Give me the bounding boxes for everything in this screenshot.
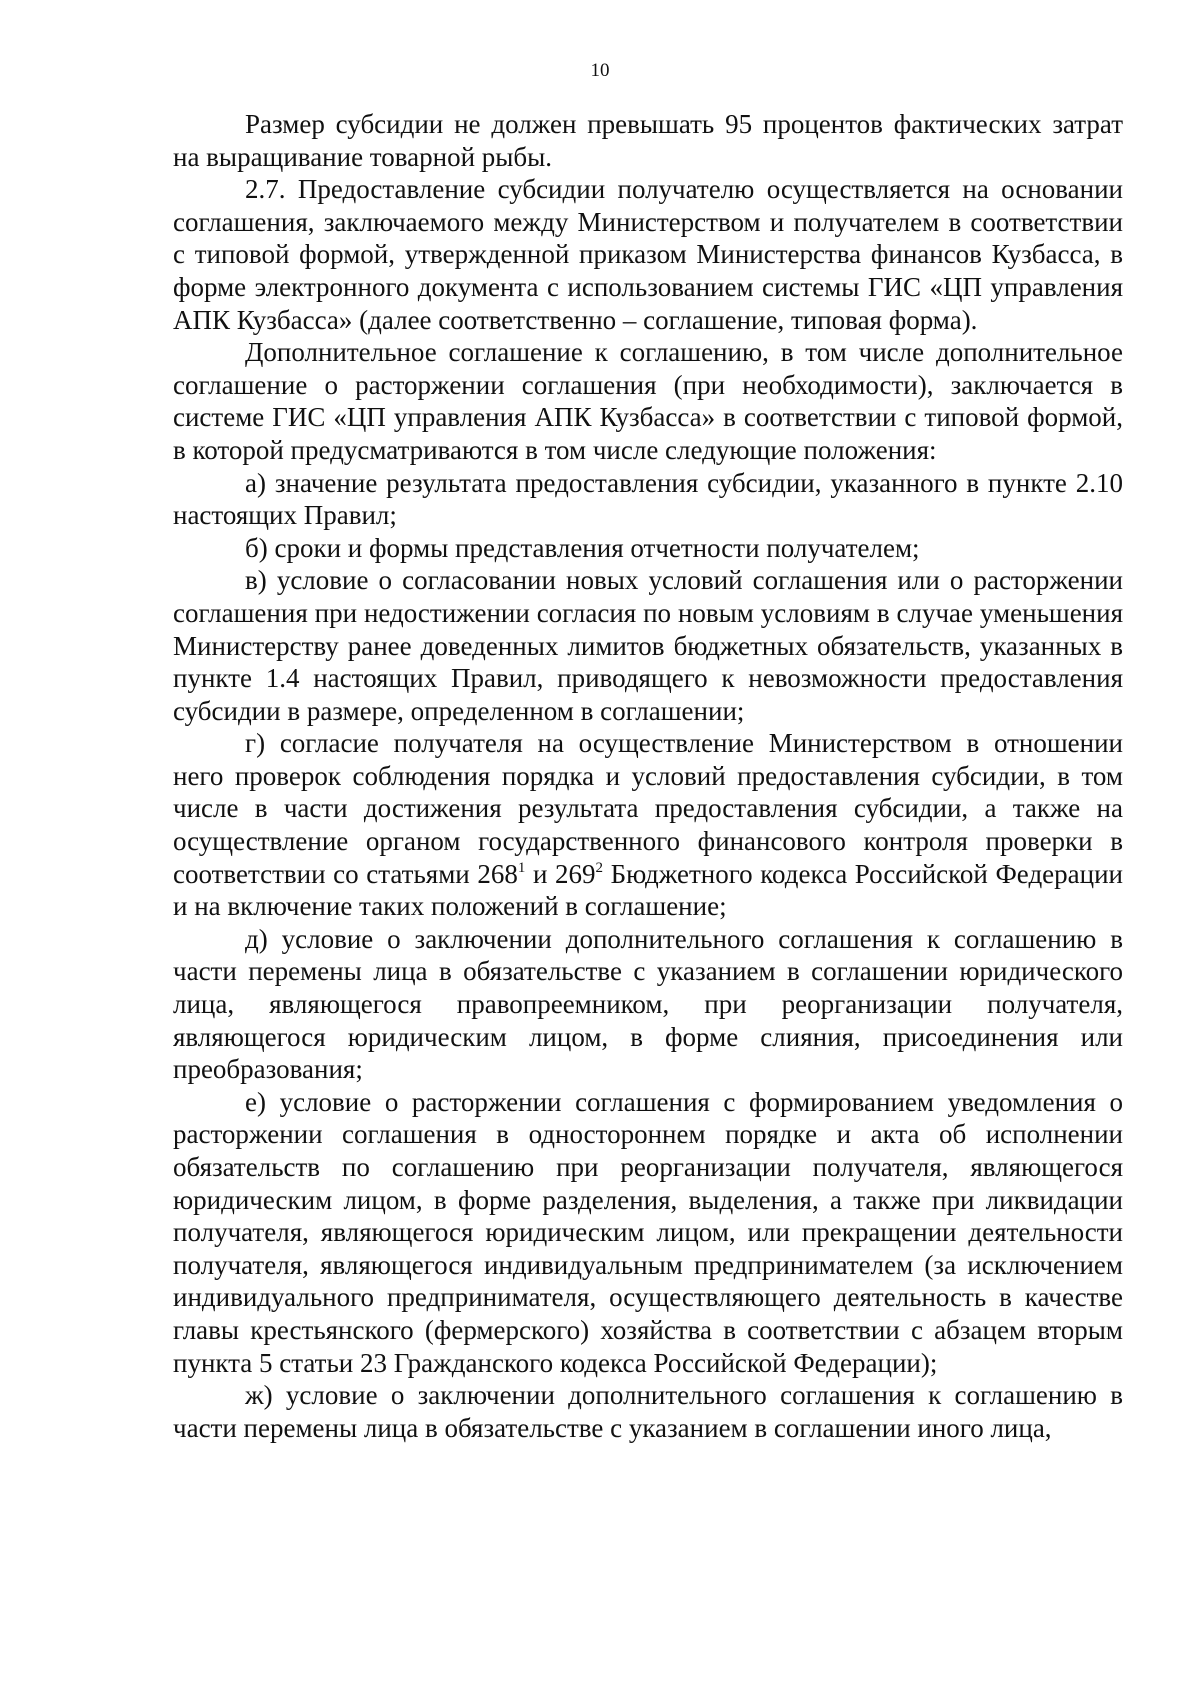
list-item-v: в) условие о согласовании новых условий соглашения или о расторжении соглашения при недостижении согласия по новым условиям в случае уменьшения Министерству ранее доведенных лимитов бюджетных обязательств, указанных в пункте 1.4 настоящих Правил, приводящего к невозможности предоставления субсидии в размере, определенном в соглашении; [173,565,1123,726]
paragraph-2-7: 2.7. Предоставление субсидии получателю осуществляется на основании соглашения, заключаемого между Министерством и получателем в соответствии с типовой формой, утвержденной приказом Министерства финансов Кузбасса, в форме электронного документа с использованием системы ГИС «ЦП управления АПК Кузбасса» (далее соответственно – соглашение, типовая форма). [173,174,1123,335]
list-item-e: е) условие о расторжении соглашения с формированием уведомления о расторжении соглашения в одностороннем порядке и акта об исполнении обязательств по соглашению при реорганизации получателя, являющегося юридическим лицом, в форме разделения, выделения, а также при ликвидации получателя, являющегося юридическим лицом, или прекращении деятельности получателя, являющегося индивидуальным предпринимателем (за исключением индивидуального предпринимателя, осуществляющего деятельность в качестве главы крестьянского (фермерского) хозяйства в соответствии с абзацем вторым пункта 5 статьи 23 Гражданского кодекса Российской Федерации); [173,1086,1123,1378]
list-item-g-text-3: Бюджетного кодекса Российской Федерации и на включение таких положений в соглашение; [173,858,1123,922]
paragraph-subsidy-limit: Размер субсидии не должен превышать 95 процентов фактических затрат на выращивание товарной рыбы. [173,109,1123,172]
list-item-g [173,727,1123,923]
superscript-2: 2 [595,859,604,876]
list-item-a: а) значение результата предоставления субсидии, указанного в пункте 2.10 настоящих Правил; [173,467,1123,531]
list-item-zh: ж) условие о заключении дополнительного соглашения к соглашению в части перемены лица в обязательстве с указанием в соглашении иного лица, [173,1380,1123,1443]
list-item-g-text-1: г) согласие получателя на осуществление Министерством в отношении него проверок соблюдения порядка и условий предоставления субсидии, в том числе в части достижения результата предоставления субсидии, а также на осуществление органом государственного финансового контроля проверки в соответствии со статьями 268 [173,728,1123,889]
list-item-b: б) сроки и формы представления отчетности получателем; [245,532,920,563]
paragraph-additional-agreement: Дополнительное соглашение к соглашению, в том числе дополнительное соглашение о расторжении соглашения (при необходимости), заключается в системе ГИС «ЦП управления АПК Кузбасса» в соответствии с типовой формой, в которой предусматриваются в том числе следующие положения: [173,337,1123,465]
document-body [173,108,1123,1444]
list-item-d: д) условие о заключении дополнительного соглашения к соглашению в части перемены лица в обязательстве с указанием в соглашении юридического лица, являющегося правопреемником, при реорганизации получателя, являющегося юридическим лицом, в форме слияния, присоединения или преобразования; [173,923,1123,1085]
list-item-g-text-2: и 269 [525,858,596,889]
superscript-1: 1 [517,859,526,876]
page-number: 10 [590,60,610,81]
